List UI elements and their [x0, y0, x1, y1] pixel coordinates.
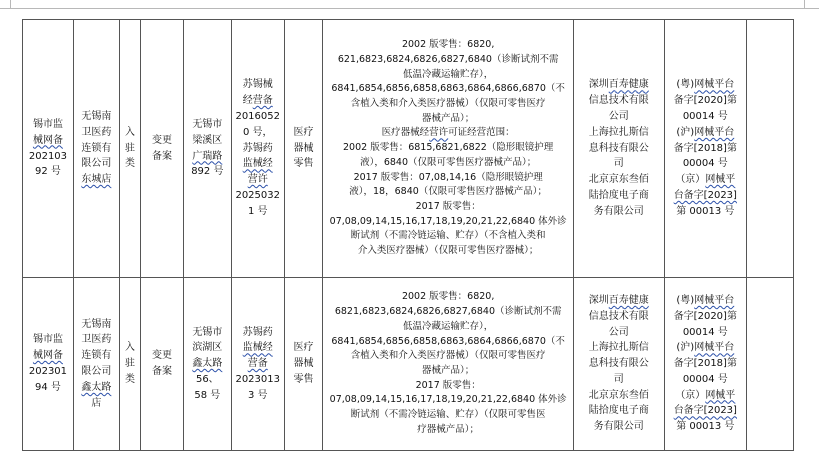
cell-scope	[323, 20, 574, 278]
company-line: 卫医药	[81, 126, 112, 138]
category-line: 器械	[293, 142, 314, 154]
table-row	[23, 20, 794, 278]
filing-line: 00004 号	[682, 158, 728, 170]
scope-line: 07,08,09,14,15,16,17,18,19,20,21,22,6840 体外诊	[329, 394, 567, 406]
filing-line: 第 00013 号	[676, 205, 735, 217]
filing-line: (粤)网械平台	[676, 294, 735, 306]
filing-line: (沪)网械平台	[676, 126, 735, 138]
reg-no-line: 202103	[28, 150, 68, 162]
cell-license	[231, 278, 284, 451]
license-line: 2016052	[235, 111, 280, 122]
scope-line: 液），18，6840（仅限可零售医疗器械产品）；	[349, 186, 548, 198]
scope-line: 医疗器械经营许可证经营范围：	[381, 127, 515, 139]
filing-line: 00014 号	[682, 111, 728, 122]
platform-line: 公司	[608, 111, 629, 122]
category-line: 医疗	[293, 342, 314, 354]
license-line: 经营备	[242, 95, 273, 107]
license-line: 苏锡械	[242, 79, 273, 91]
action-line: 变更	[152, 350, 172, 362]
platform-line: 北京京东叁佰	[588, 389, 649, 401]
reg-no-line: 锡市监	[32, 118, 63, 130]
address-line: 鑫太路	[192, 358, 223, 370]
cell-company	[73, 278, 119, 451]
company-line: 无锡南	[81, 111, 112, 122]
cell-category	[284, 20, 323, 278]
filing-line: （京）网械平	[675, 174, 736, 186]
scope-line: 疗器械产品）；	[417, 423, 480, 435]
scope-line: 器械产品）；	[422, 365, 475, 376]
platform-line: 陆拾度电子商	[588, 405, 649, 417]
company-line: 连锁有	[81, 350, 112, 362]
platform-line: 司	[613, 373, 624, 385]
scope-line: 低温冷藏运输贮存），	[403, 320, 494, 332]
action-line: 变更	[152, 134, 172, 146]
filing-line: (粤)网械平台	[676, 79, 735, 91]
filing-line: 备字[2020]第	[673, 95, 737, 107]
scope-line: 断试剂（不需冷链运输、贮存）（仅限可零售医	[350, 409, 546, 421]
license-line: 3 号	[247, 389, 268, 401]
type-line: 入	[124, 342, 135, 354]
platform-line: 信息技术有限	[588, 95, 649, 107]
cell-filing	[664, 20, 746, 278]
scope-line: 低温冷藏运输贮存），	[403, 68, 494, 80]
address-line: 滨湖区	[192, 342, 223, 354]
license-line: 2025032	[235, 189, 280, 201]
platform-line: 深圳百寿健康	[588, 79, 649, 91]
cell-scope	[323, 278, 574, 451]
scope-line: 2017 版零售：	[415, 200, 481, 212]
platform-line: 司	[613, 158, 624, 170]
platform-line: 息科技有限公	[588, 142, 649, 154]
company-line: 连锁有	[81, 142, 112, 154]
cell-empty	[747, 20, 794, 278]
type-line: 入	[124, 126, 135, 138]
company-line: 鑫太路	[81, 381, 112, 393]
platform-line: 北京京东叁佰	[588, 174, 649, 186]
type-line: 驻	[124, 358, 135, 370]
cell-platform	[573, 278, 664, 451]
platform-line: 上海拉扎斯信	[588, 126, 649, 138]
filing-line: 第 00013 号	[676, 421, 735, 433]
company-line: 限公司	[81, 158, 112, 170]
page-top-border	[0, 0, 819, 9]
platform-line: 上海拉扎斯信	[588, 342, 649, 354]
company-line: 卫医药	[81, 334, 112, 346]
type-line: 类	[124, 373, 135, 385]
filing-line: 台备字[2023]	[673, 189, 737, 201]
company-line: 无锡南	[81, 318, 112, 330]
filing-line: 台备字[2023]	[673, 405, 737, 417]
address-line: 梁溪区	[192, 134, 223, 146]
cell-category	[284, 278, 323, 451]
cell-platform	[573, 20, 664, 278]
license-line: 监械经	[242, 342, 273, 354]
reg-no-line: 94 号	[35, 381, 61, 393]
address-line: 56、	[195, 373, 219, 385]
type-line: 驻	[124, 142, 135, 154]
cell-action	[141, 278, 184, 451]
scope-line: 2002 版零售：6820,	[401, 291, 495, 303]
scope-line: 2002 版零售：6820,	[401, 39, 495, 51]
category-line: 器械	[293, 358, 314, 370]
category-line: 零售	[293, 158, 314, 170]
table-row	[23, 278, 794, 451]
action-line: 备案	[152, 366, 172, 377]
platform-line: 深圳百寿健康	[588, 294, 649, 306]
margin-mark-right	[804, 0, 805, 8]
scope-line: 含植入类和介入类医疗器械）（仅限可零售医疗	[350, 98, 546, 110]
address-line: 58 号	[194, 389, 221, 401]
filing-table	[22, 19, 794, 451]
filing-line: 备字[2018]第	[673, 358, 737, 370]
platform-line: 务有限公司	[593, 205, 644, 217]
scope-line: 621,6823,6824,6826,6827,6840（诊断试剂不需	[337, 53, 559, 65]
platform-line: 公司	[608, 326, 629, 338]
type-line: 类	[124, 158, 135, 170]
margin-mark-left	[10, 0, 11, 8]
address-line: 无锡市	[192, 326, 223, 338]
scope-line: 介入类医疗器械）（仅限可零售医疗器械）；	[357, 245, 539, 257]
platform-line: 陆拾度电子商	[588, 189, 649, 201]
reg-no-line: 械网备	[32, 350, 63, 362]
scope-line: 含植入类和介入类医疗器械）（仅限可零售医疗	[350, 350, 546, 362]
platform-line: 息科技有限公	[588, 358, 649, 370]
filing-line: 00004 号	[682, 373, 728, 385]
license-line: 0 号，	[242, 126, 273, 138]
reg-no-line: 锡市监	[32, 334, 63, 346]
scope-line: 2017 版零售：	[415, 379, 481, 391]
license-line: 苏锡药	[242, 326, 273, 338]
cell-license	[231, 20, 284, 278]
company-line: 店	[91, 397, 102, 409]
license-line: 1 号	[247, 205, 268, 217]
scope-line: 6841,6854,6856,6858,6863,6864,6866,6870（不	[331, 83, 565, 95]
filing-line: (沪)网械平台	[676, 342, 735, 354]
filing-line: 备字[2018]第	[673, 142, 737, 154]
license-line: 营许	[247, 174, 268, 186]
license-line: 营备	[247, 358, 268, 370]
address-line: 广瑞路	[192, 150, 223, 162]
address-line: 892 号	[191, 166, 224, 178]
cell-empty	[747, 278, 794, 451]
license-line: 监械经	[242, 158, 273, 170]
scope-line: 6841,6854,6856,6858,6863,6864,6866,6870（不	[331, 335, 565, 347]
cell-address	[183, 20, 231, 278]
reg-no-line: 械网备	[32, 134, 63, 146]
license-line: 2023013	[235, 373, 280, 385]
cell-reg-no	[23, 20, 74, 278]
scope-line: 器械产品）；	[422, 112, 475, 124]
platform-line: 信息技术有限	[588, 310, 649, 322]
license-line: 苏锡药	[242, 142, 273, 154]
scope-line: 2017 版零售：07,08,14,16（隐形眼镜护理	[353, 171, 543, 183]
scope-line: 断试剂（不需冷链运输、贮存）（不含植入类和	[350, 230, 546, 242]
category-line: 医疗	[293, 126, 314, 138]
company-line: 限公司	[81, 366, 112, 377]
action-line: 备案	[152, 150, 172, 162]
cell-company	[73, 20, 119, 278]
cell-filing	[664, 278, 746, 451]
filing-line: 00014 号	[682, 326, 728, 338]
address-line: 无锡市	[192, 118, 223, 130]
scope-line: 6821,6823,6824,6826,6827,6840（诊断试剂不需	[334, 306, 562, 318]
platform-line: 务有限公司	[593, 421, 644, 433]
cell-address	[183, 278, 231, 451]
reg-no-line: 202301	[28, 366, 68, 377]
cell-reg-no	[23, 278, 74, 451]
filing-line: （京）网械平	[675, 389, 736, 401]
scope-line: 07,08,09,14,15,16,17,18,19,20,21,22,6840 体外诊	[329, 215, 567, 227]
scope-line: 2002 版零售：6815,6821,6822（隐形眼镜护理	[343, 142, 554, 154]
filing-line: 备字[2020]第	[673, 310, 737, 322]
scope-line: 液），6840（仅限可零售医疗器械产品）；	[360, 156, 537, 168]
company-line: 东城店	[81, 174, 112, 186]
cell-type	[119, 20, 140, 278]
category-line: 零售	[293, 373, 314, 385]
cell-action	[141, 20, 184, 278]
cell-type	[119, 278, 140, 451]
reg-no-line: 92 号	[35, 166, 61, 178]
